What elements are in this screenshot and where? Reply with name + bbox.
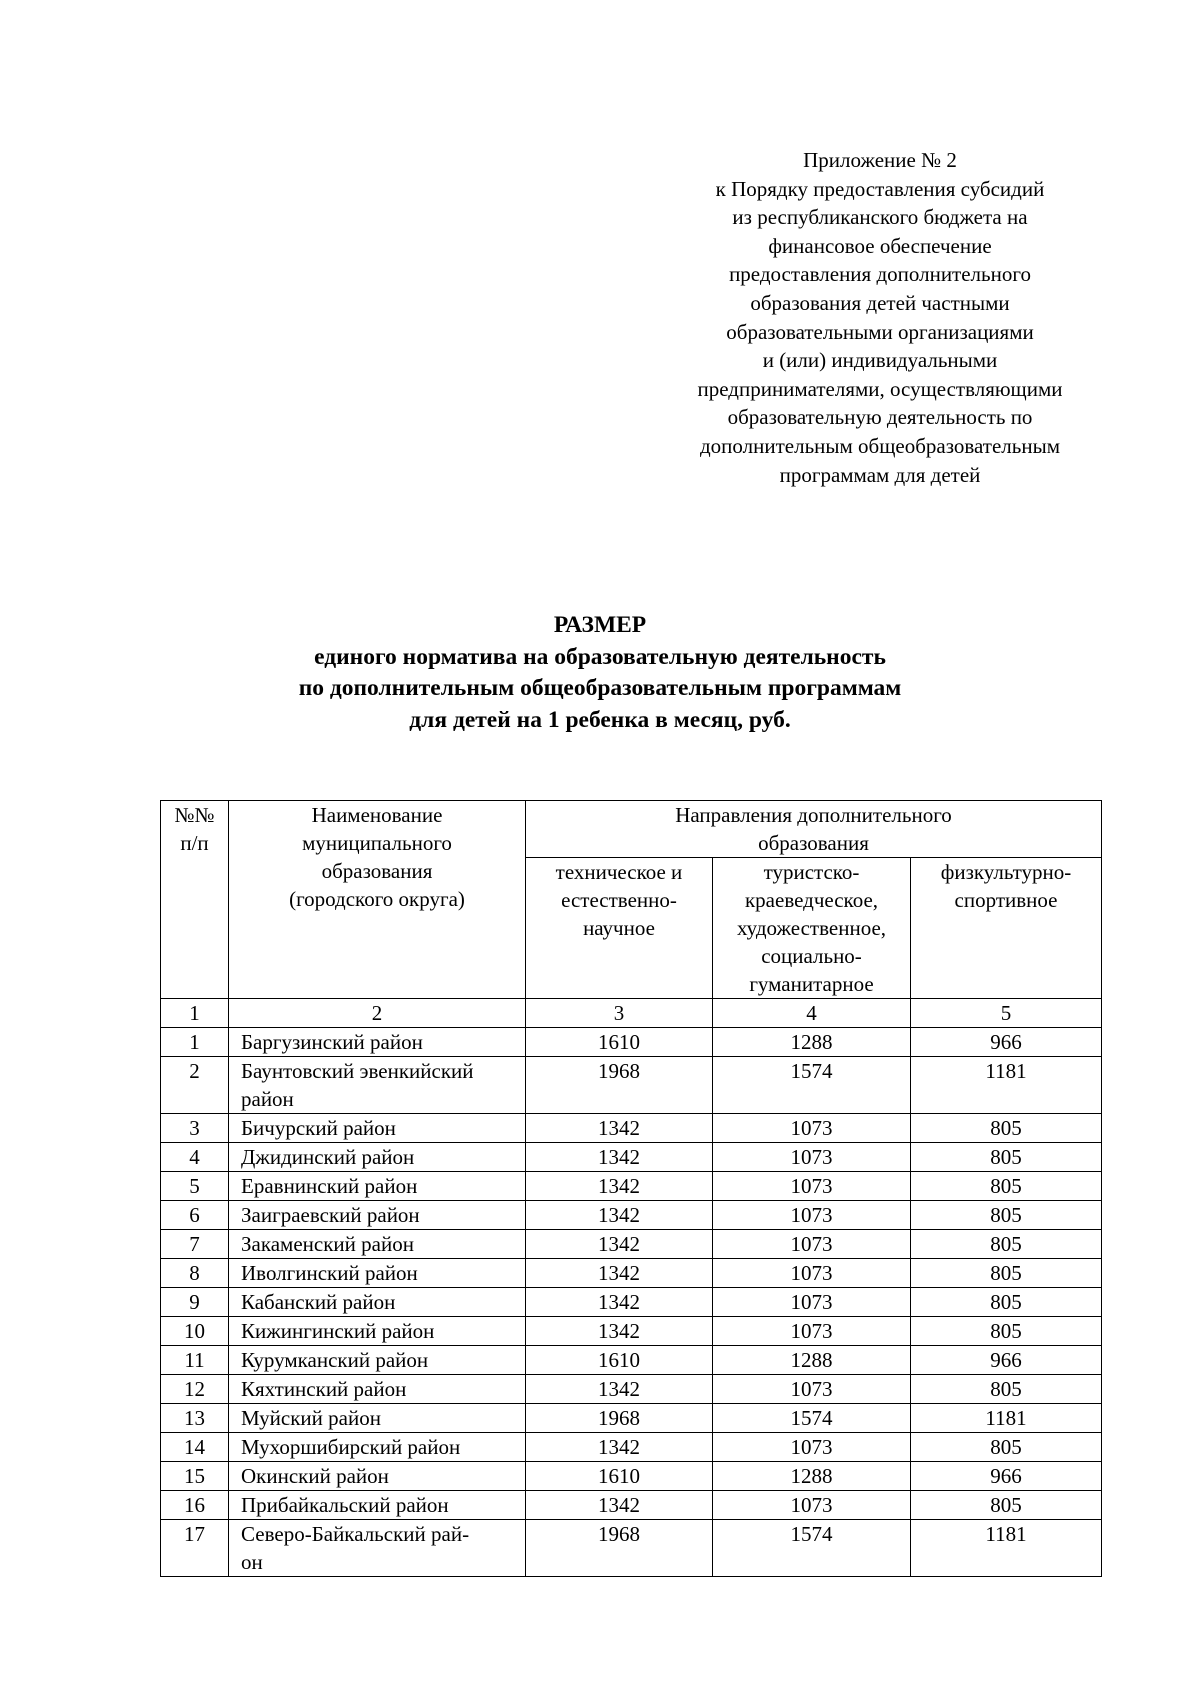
appendix-line: предоставления дополнительного — [729, 262, 1031, 287]
municipality-name: Бичурский район — [229, 1114, 526, 1143]
table-row — [161, 1288, 1102, 1317]
appendix-line: Приложение № 2 — [803, 148, 957, 172]
municipality-name: Закаменский район — [229, 1230, 526, 1259]
value-tourist: 1073 — [713, 1114, 911, 1143]
row-num: 9 — [161, 1288, 229, 1317]
table-row — [161, 1143, 1102, 1172]
value-sport: 1181 — [911, 1404, 1102, 1433]
value-sport: 805 — [911, 1288, 1102, 1317]
value-sport: 966 — [911, 1028, 1102, 1057]
appendix-line: образования детей частными — [750, 290, 1010, 315]
row-num: 8 — [161, 1259, 229, 1288]
title-main: РАЗМЕР — [553, 612, 647, 638]
row-num: 1 — [161, 1028, 229, 1057]
value-sport: 966 — [911, 1346, 1102, 1375]
value-sport: 805 — [911, 1201, 1102, 1230]
appendix-line: образовательную деятельность по — [727, 405, 1033, 430]
municipality-name: Заиграевский район — [229, 1201, 526, 1230]
value-technical: 1968 — [526, 1520, 713, 1577]
row-num: 11 — [161, 1346, 229, 1375]
row-num: 15 — [161, 1462, 229, 1491]
appendix-line: дополнительным общеобразовательным — [699, 433, 1060, 458]
row-num: 16 — [161, 1491, 229, 1520]
municipality-name: Кижингинский район — [229, 1317, 526, 1346]
value-technical: 1342 — [526, 1288, 713, 1317]
table-row — [161, 1433, 1102, 1462]
municipality-name: Кабанский район — [229, 1288, 526, 1317]
table-row — [161, 1375, 1102, 1404]
value-sport: 805 — [911, 1172, 1102, 1201]
value-technical: 1610 — [526, 1346, 713, 1375]
appendix-line: к Порядку предоставления субсидий — [715, 176, 1045, 201]
value-technical: 1342 — [526, 1259, 713, 1288]
value-tourist: 1073 — [713, 1259, 911, 1288]
header-directions: Направления дополнительного образования — [526, 801, 1102, 858]
value-technical: 1968 — [526, 1404, 713, 1433]
title-line: для детей на 1 ребенка в месяц, руб. — [409, 706, 791, 733]
column-number: 2 — [229, 999, 526, 1028]
title-line: единого норматива на образовательную деятельность — [314, 643, 886, 670]
value-sport: 805 — [911, 1143, 1102, 1172]
table-row — [161, 1317, 1102, 1346]
municipality-name: Джидинский район — [229, 1143, 526, 1172]
value-sport: 805 — [911, 1230, 1102, 1259]
document-title — [50, 610, 1150, 736]
municipality-name: Иволгинский район — [229, 1259, 526, 1288]
value-technical: 1342 — [526, 1375, 713, 1404]
header-sport: физкультурно- спортивное — [911, 858, 1102, 999]
table-row — [161, 1491, 1102, 1520]
appendix-line: программам для детей — [779, 462, 981, 487]
title-line: по дополнительным общеобразовательным программам — [298, 675, 902, 701]
row-num: 12 — [161, 1375, 229, 1404]
municipality-name: Курумканский район — [229, 1346, 526, 1375]
row-num: 14 — [161, 1433, 229, 1462]
row-num: 13 — [161, 1404, 229, 1433]
municipality-name: Баргузинский район — [229, 1028, 526, 1057]
row-num: 7 — [161, 1230, 229, 1259]
value-technical: 1968 — [526, 1057, 713, 1114]
value-tourist: 1574 — [713, 1520, 911, 1577]
row-num: 4 — [161, 1143, 229, 1172]
value-technical: 1342 — [526, 1317, 713, 1346]
column-number: 5 — [911, 999, 1102, 1028]
value-tourist: 1288 — [713, 1462, 911, 1491]
table-header-row — [161, 801, 1102, 858]
value-tourist: 1073 — [713, 1172, 911, 1201]
value-tourist: 1073 — [713, 1433, 911, 1462]
municipality-name: Северо-Байкальский рай- он — [229, 1520, 526, 1577]
appendix-reference — [655, 146, 1105, 489]
value-tourist: 1073 — [713, 1375, 911, 1404]
table-row — [161, 1230, 1102, 1259]
table-row — [161, 1114, 1102, 1143]
value-sport: 966 — [911, 1462, 1102, 1491]
municipality-name: Кяхтинский район — [229, 1375, 526, 1404]
value-technical: 1342 — [526, 1433, 713, 1462]
header-tourist: туристско- краеведческое, художественное, социально- гуманитарное — [713, 858, 911, 999]
row-num: 5 — [161, 1172, 229, 1201]
table-row — [161, 1057, 1102, 1114]
row-num: 17 — [161, 1520, 229, 1577]
value-sport: 805 — [911, 1491, 1102, 1520]
municipality-name: Еравнинский район — [229, 1172, 526, 1201]
table-row — [161, 1462, 1102, 1491]
municipality-name: Мухоршибирский район — [229, 1433, 526, 1462]
value-sport: 805 — [911, 1317, 1102, 1346]
column-number: 3 — [526, 999, 713, 1028]
municipality-name: Прибайкальский район — [229, 1491, 526, 1520]
value-technical: 1342 — [526, 1491, 713, 1520]
table-row — [161, 1404, 1102, 1433]
value-tourist: 1073 — [713, 1491, 911, 1520]
table-row — [161, 1028, 1102, 1057]
municipality-name: Баунтовский эвенкийский район — [229, 1057, 526, 1114]
table-row — [161, 1172, 1102, 1201]
value-sport: 805 — [911, 1114, 1102, 1143]
value-sport: 805 — [911, 1433, 1102, 1462]
value-tourist: 1073 — [713, 1201, 911, 1230]
column-number: 1 — [161, 999, 229, 1028]
appendix-line: из республиканского бюджета на — [732, 205, 1028, 230]
value-technical: 1342 — [526, 1230, 713, 1259]
appendix-line: образовательными организациями — [726, 319, 1034, 344]
value-sport: 1181 — [911, 1520, 1102, 1577]
value-technical: 1342 — [526, 1172, 713, 1201]
header-num: №№ п/п — [161, 801, 229, 999]
value-technical: 1342 — [526, 1201, 713, 1230]
table-row — [161, 1259, 1102, 1288]
row-num: 6 — [161, 1201, 229, 1230]
header-municipality: Наименование муниципального образования (городского округа) — [229, 801, 526, 999]
row-num: 10 — [161, 1317, 229, 1346]
norms-table — [160, 800, 1102, 1577]
table-row — [161, 1346, 1102, 1375]
table-row — [161, 1201, 1102, 1230]
value-tourist: 1073 — [713, 1288, 911, 1317]
column-number: 4 — [713, 999, 911, 1028]
appendix-line: финансовое обеспечение — [768, 233, 992, 258]
header-technical: техническое и естественно- научное — [526, 858, 713, 999]
value-technical: 1342 — [526, 1114, 713, 1143]
appendix-line: предпринимателями, осуществляющими — [697, 376, 1063, 401]
value-tourist: 1073 — [713, 1317, 911, 1346]
value-tourist: 1288 — [713, 1346, 911, 1375]
table-row — [161, 1520, 1102, 1577]
value-technical: 1610 — [526, 1028, 713, 1057]
value-tourist: 1073 — [713, 1230, 911, 1259]
column-number-row — [161, 999, 1102, 1028]
value-tourist: 1574 — [713, 1404, 911, 1433]
value-sport: 805 — [911, 1375, 1102, 1404]
value-sport: 1181 — [911, 1057, 1102, 1114]
value-tourist: 1574 — [713, 1057, 911, 1114]
value-tourist: 1288 — [713, 1028, 911, 1057]
municipality-name: Муйский район — [229, 1404, 526, 1433]
value-sport: 805 — [911, 1259, 1102, 1288]
value-technical: 1342 — [526, 1143, 713, 1172]
row-num: 3 — [161, 1114, 229, 1143]
value-tourist: 1073 — [713, 1143, 911, 1172]
row-num: 2 — [161, 1057, 229, 1114]
appendix-line: и (или) индивидуальными — [762, 348, 998, 373]
municipality-name: Окинский район — [229, 1462, 526, 1491]
value-technical: 1610 — [526, 1462, 713, 1491]
